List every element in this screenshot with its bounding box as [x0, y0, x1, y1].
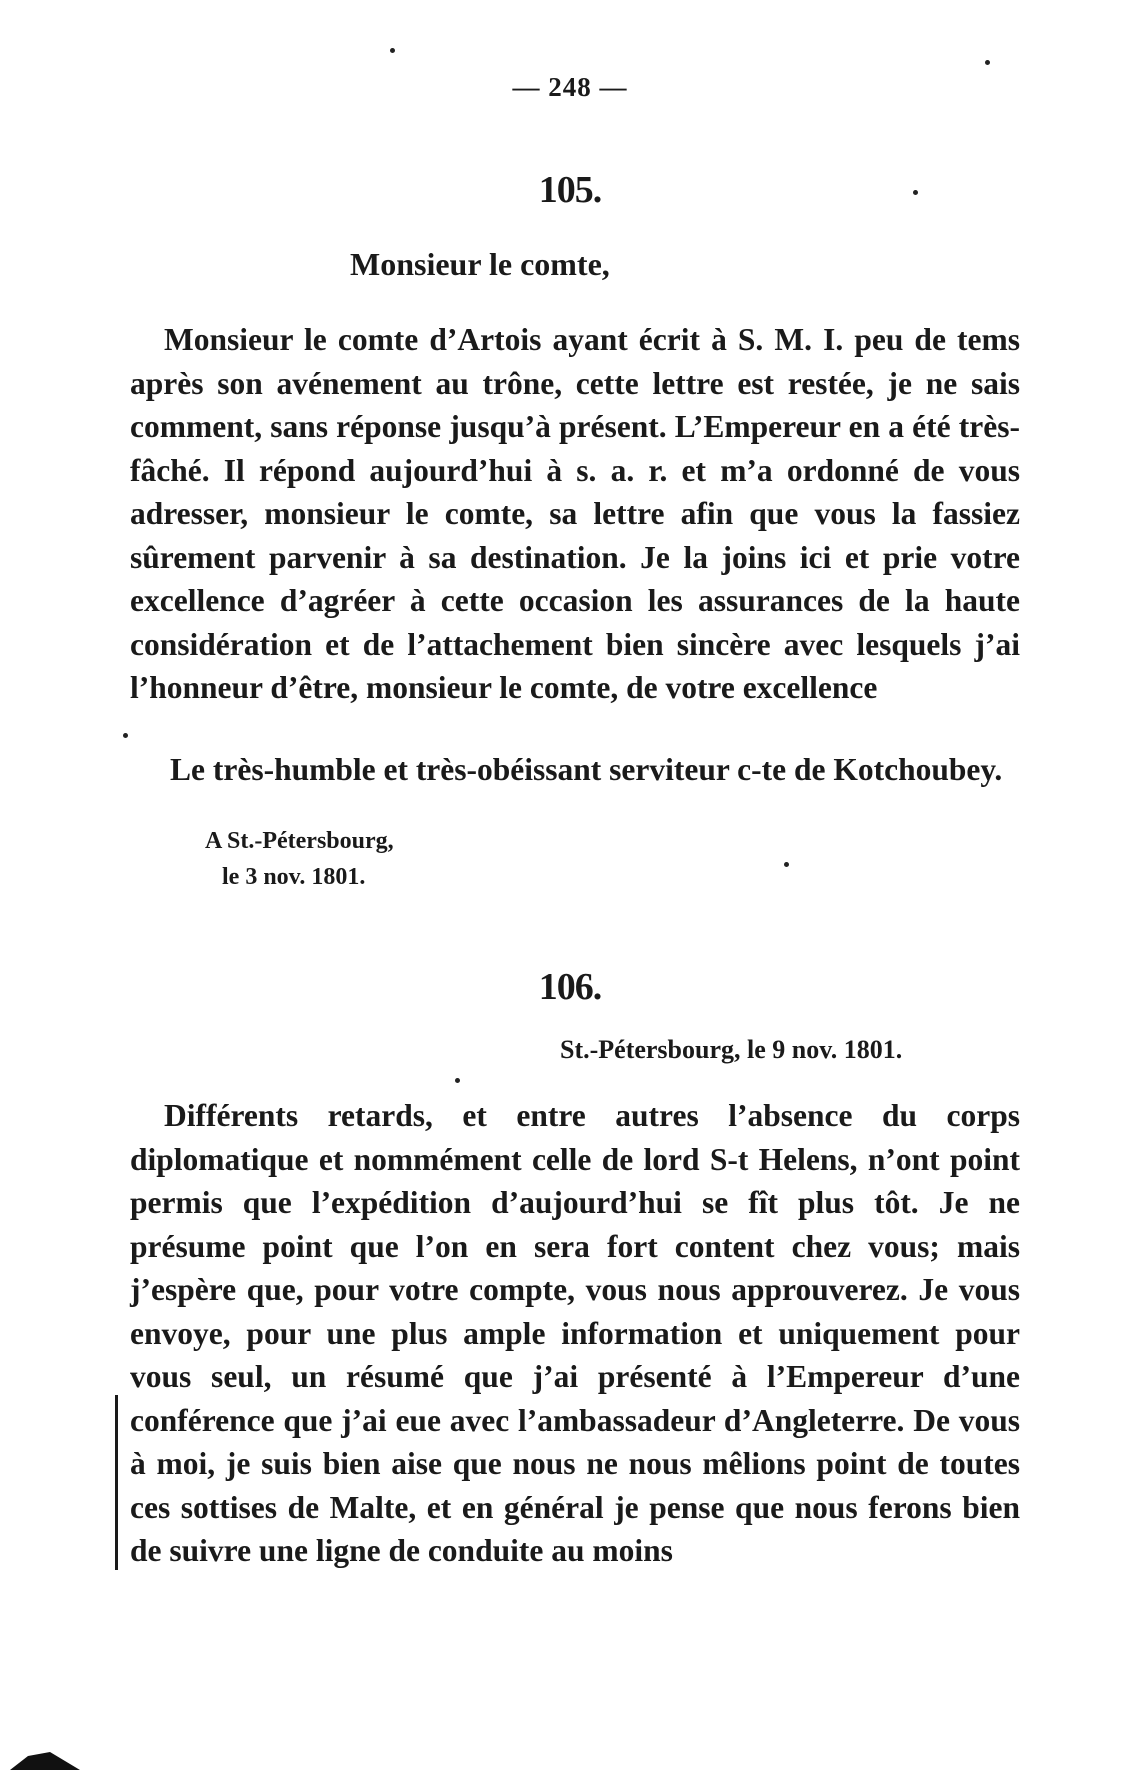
page-number: — 248 —	[512, 72, 628, 102]
scan-speck	[390, 48, 395, 53]
letter-106-body: Différents retards, et entre autres l’absence du corps diplomatique et nommément celle de lord S-t Helens, n’ont point permis que l’expédition d’aujourd’hui se fît plus tôt. Je ne présume point que l’on en sera fort content chez vous; mais j’espère que, pour votre compte, vous nous approuverez. Je vous envoye, pour une plus ample information et uniquement pour vous seul, un résumé que j’ai présenté à l’Empereur d’une conférence que j’ai eue avec l’ambassadeur d’Angleterre. De vous à moi, je suis bien aise que nous ne nous mêlions point de toutes ces sottises de Malte, et en général je pense que nous ferons bien de suivre une ligne de conduite au moins	[130, 1098, 1020, 1568]
letter-106-dateline: St.-Pétersbourg, le 9 nov. 1801.	[560, 1035, 903, 1064]
margin-rule	[115, 1395, 118, 1570]
scan-speck	[123, 733, 128, 738]
letter-105-signature: Le très-humble et très-obéissant serviteur c-te de Kotchoubey.	[170, 752, 1003, 787]
scan-speck	[784, 862, 789, 867]
letter-105-place: A St.-Pétersbourg,	[205, 828, 394, 854]
scan-speck	[455, 1078, 460, 1083]
letter-105-body: Monsieur le comte d’Artois ayant écrit à S. M. I. peu de tems après son avénement au trône, cette lettre est restée, je ne sais comment, sans réponse jusqu’à présent. L’Empereur en a été très-fâché. Il répond aujourd’hui à s. a. r. et m’a ordonné de vous adresser, monsieur le comte, sa lettre afin que vous la fassiez sûrement parvenir à sa destination. Je la joins ici et prie votre excellence d’agréer à cette occasion les assurances de la haute considération et de l’attachement bien sincère avec lesquels j’ai l’honneur d’être, monsieur le comte, de votre excellence	[130, 322, 1020, 705]
letter-number-105: 105.	[538, 169, 602, 211]
scan-edge-mark	[10, 1748, 80, 1770]
letter-105-salutation: Monsieur le comte,	[350, 246, 610, 282]
scan-speck	[985, 60, 990, 65]
letter-number-106: 106.	[538, 966, 602, 1008]
letter-105-date: le 3 nov. 1801.	[222, 864, 366, 890]
scan-speck	[913, 190, 918, 195]
